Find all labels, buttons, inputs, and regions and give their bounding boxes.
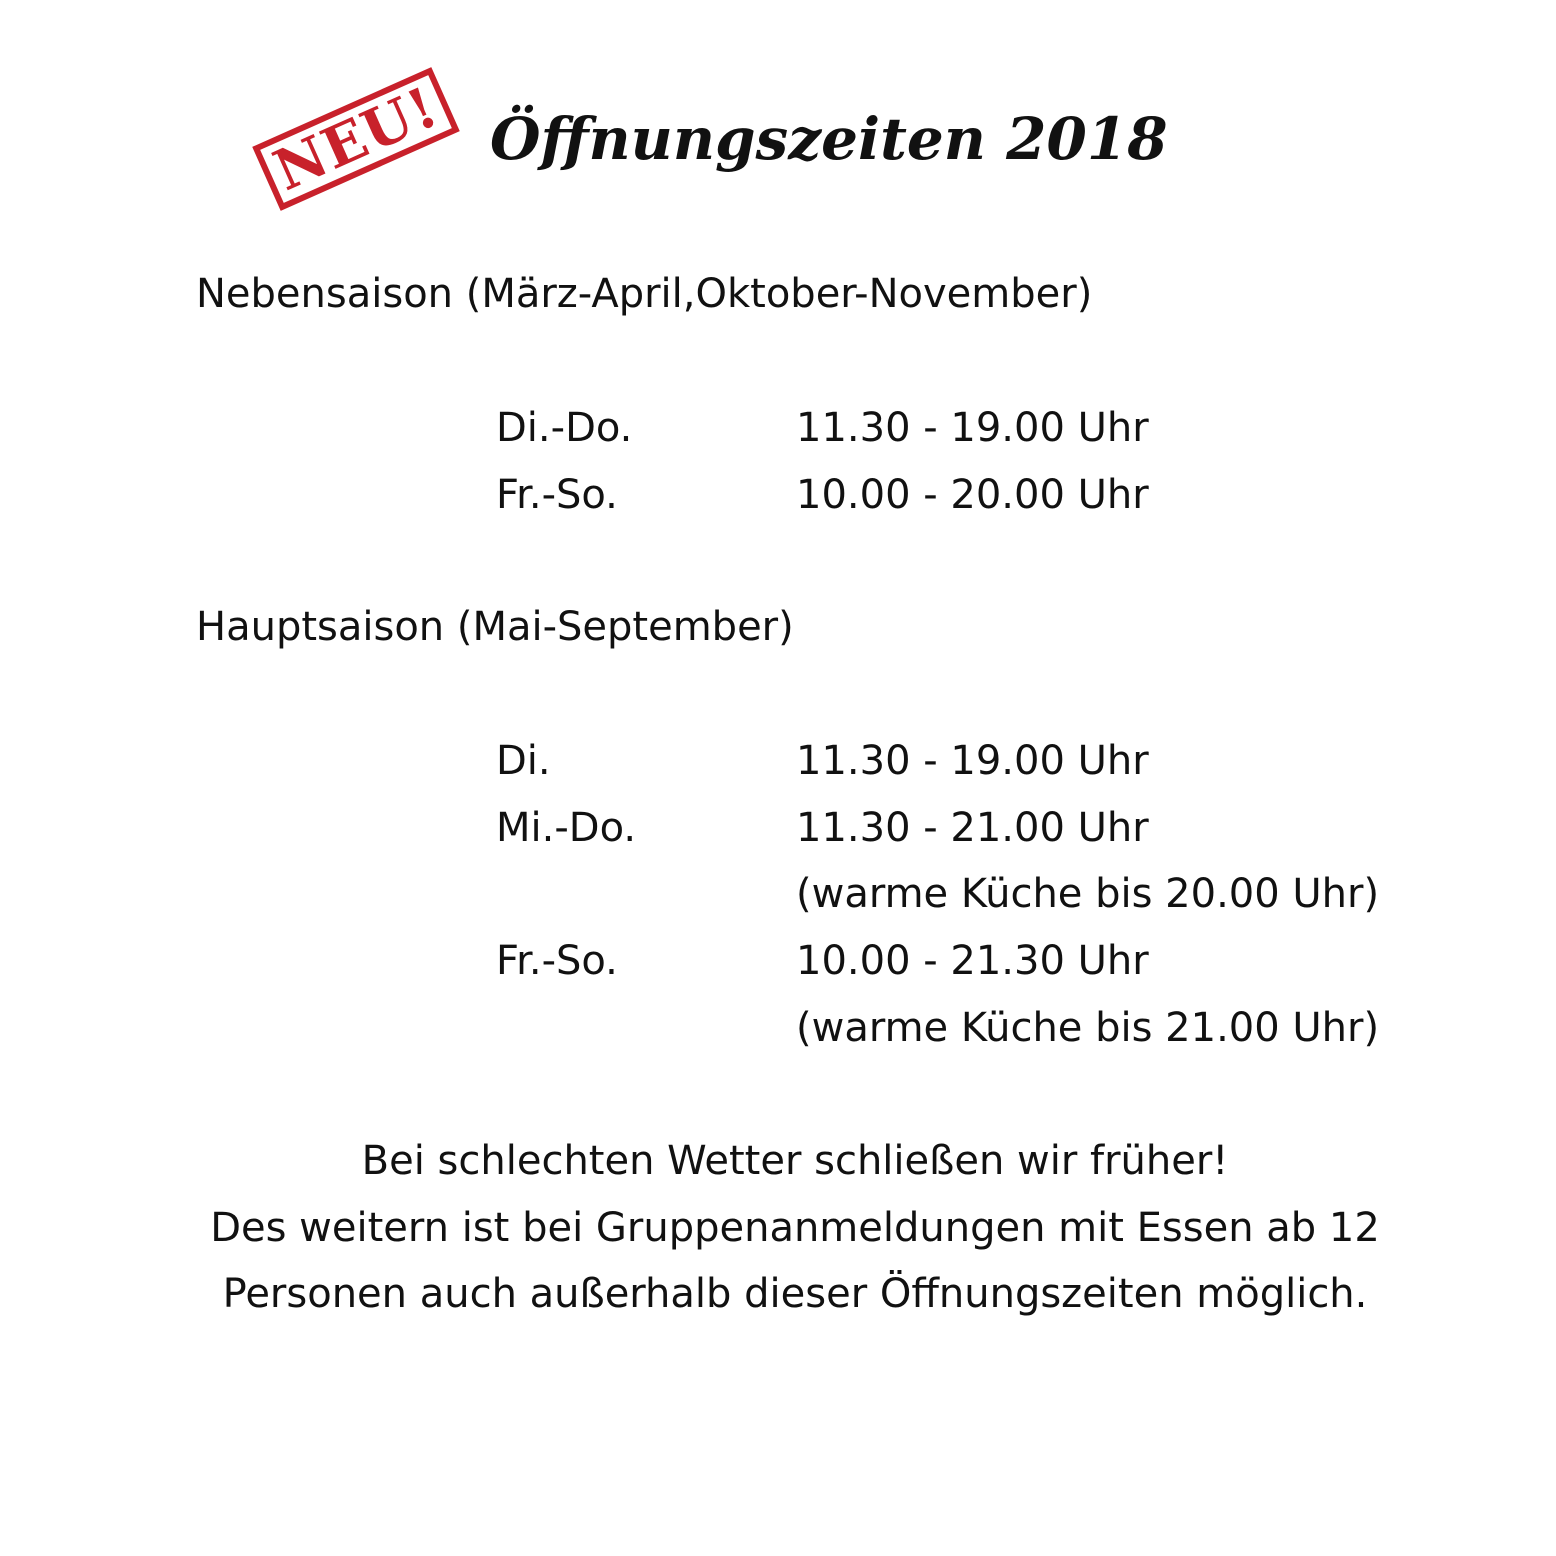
hauptsaison-heading: Hauptsaison (Mai-September)	[196, 604, 794, 650]
nebensaison-days-1: Di.-Do.	[496, 405, 633, 451]
hauptsaison-days-1: Di.	[496, 738, 551, 784]
hauptsaison-days-3: Fr.-So.	[496, 938, 618, 984]
nebensaison-time-1: 11.30 - 19.00 Uhr	[796, 405, 1149, 451]
neu-stamp-label: NEU!	[264, 74, 448, 204]
neu-stamp	[252, 67, 460, 211]
hauptsaison-note-2: (warme Küche bis 20.00 Uhr)	[796, 871, 1380, 917]
footer-line-3: Personen auch außerhalb dieser Öffnungszeiten möglich.	[222, 1271, 1368, 1317]
footer-line-2: Des weitern ist bei Gruppenanmeldungen mit Essen ab 12	[210, 1205, 1380, 1251]
nebensaison-days-2: Fr.-So.	[496, 472, 618, 518]
hauptsaison-note-3: (warme Küche bis 21.00 Uhr)	[796, 1005, 1380, 1051]
hauptsaison-time-1: 11.30 - 19.00 Uhr	[796, 738, 1149, 784]
nebensaison-time-2: 10.00 - 20.00 Uhr	[796, 472, 1149, 518]
nebensaison-heading: Nebensaison (März-April,Oktober-November)	[196, 271, 1093, 317]
hauptsaison-time-3: 10.00 - 21.30 Uhr	[796, 938, 1149, 984]
footer-line-1: Bei schlechten Wetter schließen wir früher!	[361, 1138, 1229, 1184]
hauptsaison-days-2: Mi.-Do.	[496, 805, 637, 851]
hauptsaison-time-2: 11.30 - 21.00 Uhr	[796, 805, 1149, 851]
page-title: Öffnungszeiten 2018	[490, 105, 1168, 173]
